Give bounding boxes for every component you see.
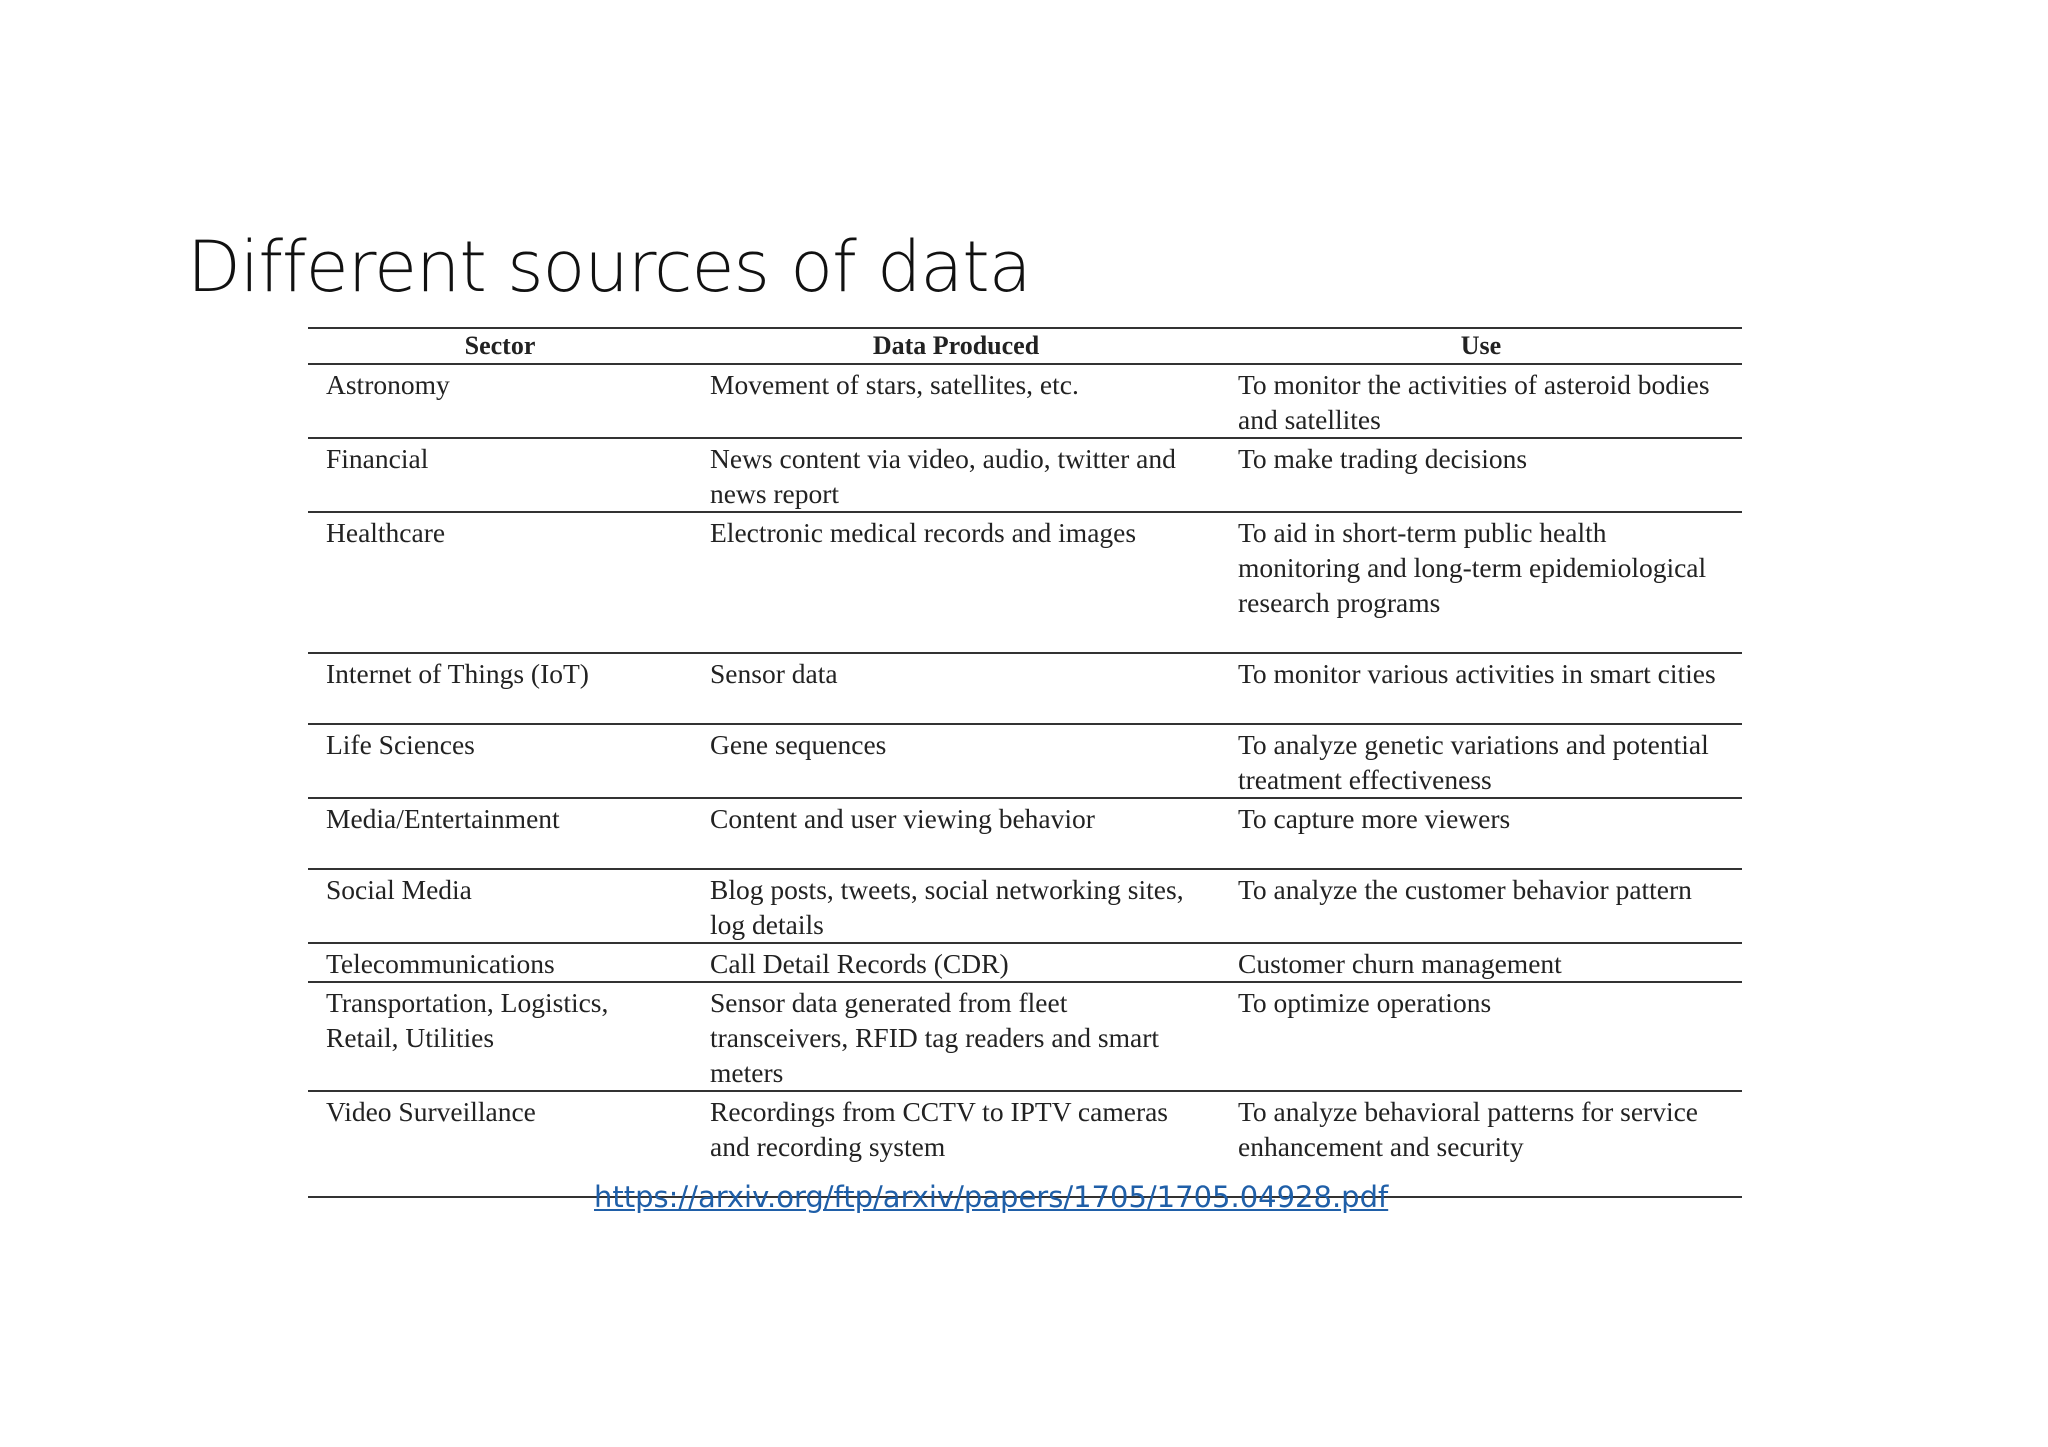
table-row — [308, 798, 1742, 869]
slide-title: Different sources of data — [187, 226, 1031, 308]
table-row — [308, 512, 1742, 653]
cell-use: To monitor the activities of asteroid bodies and satellites — [1220, 364, 1742, 438]
table-row — [308, 943, 1742, 982]
header-use: Use — [1220, 328, 1742, 364]
header-data-produced: Data Produced — [692, 328, 1220, 364]
cell-use: To capture more viewers — [1220, 798, 1742, 869]
cell-data-produced: Blog posts, tweets, social networking sites, log details — [692, 869, 1220, 943]
cell-use: To analyze genetic variations and potential treatment effectiveness — [1220, 724, 1742, 798]
cell-use: To make trading decisions — [1220, 438, 1742, 512]
cell-use: To analyze the customer behavior pattern — [1220, 869, 1742, 943]
cell-sector: Media/Entertainment — [308, 798, 692, 869]
cell-use: To optimize operations — [1220, 982, 1742, 1091]
table-row — [308, 438, 1742, 512]
cell-data-produced: Sensor data generated from fleet transceivers, RFID tag readers and smart meters — [692, 982, 1220, 1091]
cell-data-produced: Electronic medical records and images — [692, 512, 1220, 653]
cell-sector: Video Surveillance — [308, 1091, 692, 1197]
table-row — [308, 982, 1742, 1091]
table-header-row — [308, 328, 1742, 364]
cell-data-produced: Gene sequences — [692, 724, 1220, 798]
table-row — [308, 653, 1742, 724]
cell-sector: Internet of Things (IoT) — [308, 653, 692, 724]
cell-data-produced: Movement of stars, satellites, etc. — [692, 364, 1220, 438]
cell-sector: Social Media — [308, 869, 692, 943]
cell-sector: Financial — [308, 438, 692, 512]
cell-use: To aid in short-term public health monitoring and long-term epidemiological research programs — [1220, 512, 1742, 653]
cell-sector: Life Sciences — [308, 724, 692, 798]
cell-sector: Astronomy — [308, 364, 692, 438]
header-sector: Sector — [308, 328, 692, 364]
cell-data-produced: Content and user viewing behavior — [692, 798, 1220, 869]
table-row — [308, 364, 1742, 438]
cell-data-produced: Call Detail Records (CDR) — [692, 943, 1220, 982]
cell-data-produced: Recordings from CCTV to IPTV cameras and recording system — [692, 1091, 1220, 1197]
cell-sector: Telecommunications — [308, 943, 692, 982]
table-row — [308, 724, 1742, 798]
source-link[interactable]: https://arxiv.org/ftp/arxiv/papers/1705/1705.04928.pdf — [594, 1180, 1389, 1214]
data-sources-table-wrapper — [308, 327, 1742, 1198]
cell-sector: Healthcare — [308, 512, 692, 653]
cell-sector: Transportation, Logistics, Retail, Utilities — [308, 982, 692, 1091]
cell-use: To analyze behavioral patterns for service enhancement and security — [1220, 1091, 1742, 1197]
cell-use: Customer churn management — [1220, 943, 1742, 982]
cell-data-produced: Sensor data — [692, 653, 1220, 724]
cell-use: To monitor various activities in smart cities — [1220, 653, 1742, 724]
cell-data-produced: News content via video, audio, twitter and news report — [692, 438, 1220, 512]
data-sources-table — [308, 327, 1742, 1198]
table-row — [308, 869, 1742, 943]
